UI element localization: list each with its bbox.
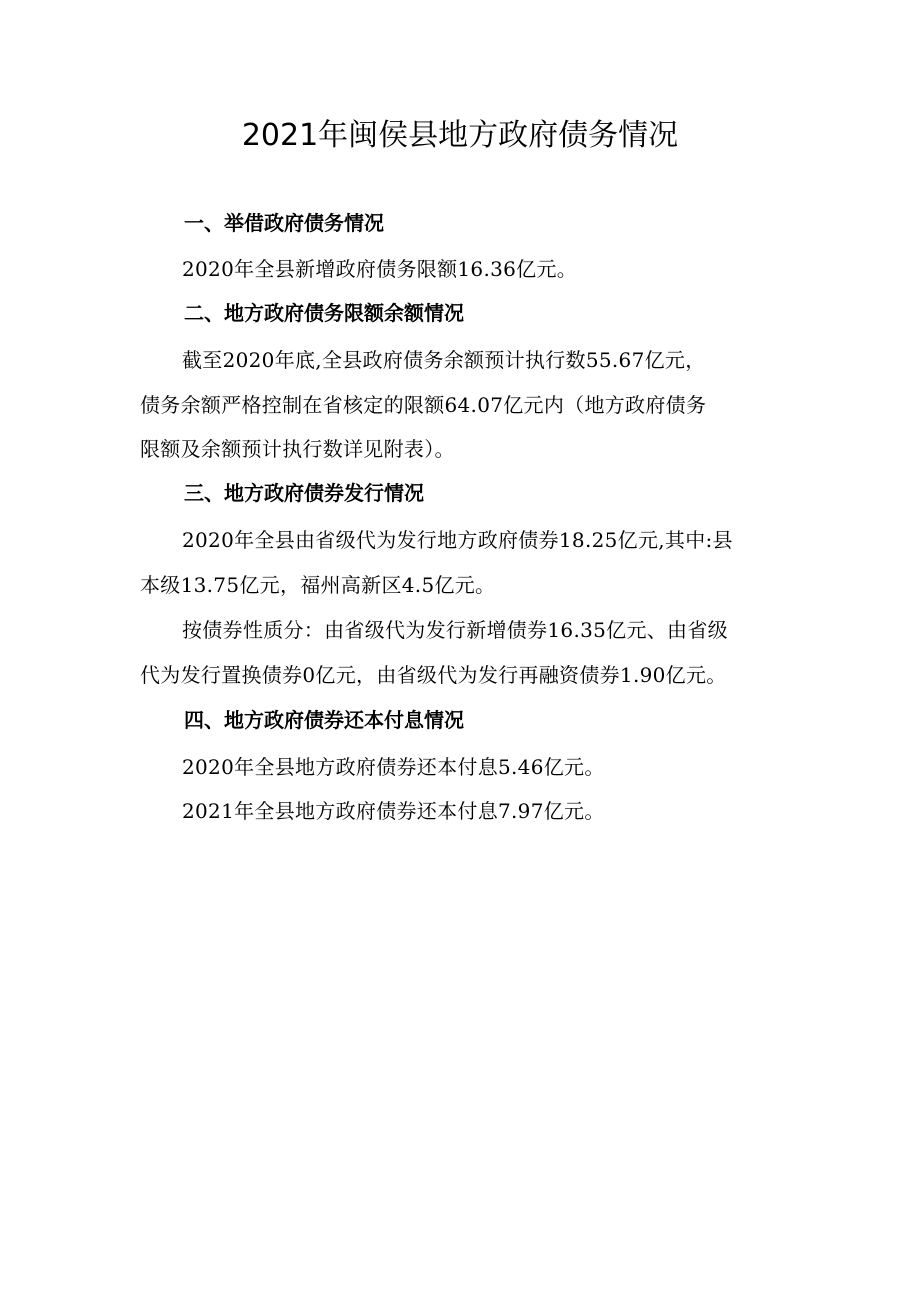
paragraph-line: 本级13.75亿元，福州高新区4.5亿元。 (140, 572, 496, 597)
paragraph-line: 债务余额严格控制在省核定的限额64.07亿元内（地方政府债务 (140, 392, 707, 417)
paragraph-line: 限额及余额预计执行数详见附表）。 (140, 437, 455, 461)
section-4-paragraph-2 (140, 789, 820, 834)
paragraph-line: 2020年全县地方政府债券还本付息5.46亿元。 (182, 755, 605, 779)
paragraph-line: 2020年全县新增政府债务限额16.36亿元。 (182, 257, 578, 281)
section-heading-1: 一、举借政府债务情况 (184, 211, 384, 235)
section-1-paragraph-1 (140, 247, 820, 292)
paragraph-line: 代为发行置换债券0亿元，由省级代为发行再融资债券1.90亿元。 (140, 662, 727, 687)
paragraph-line: 截至2020年底,全县政府债务余额预计执行数55.67亿元， (182, 348, 706, 372)
section-3-paragraph-2 (140, 608, 820, 697)
paragraph-line: 2021年全县地方政府债券还本付息7.97亿元。 (182, 799, 605, 823)
section-heading-2: 二、地方政府债务限额余额情况 (184, 301, 464, 325)
paragraph-line: 按债券性质分：由省级代为发行新增债券16.35亿元、由省级 (182, 618, 728, 642)
section-2-paragraph-1 (140, 338, 820, 472)
document-title: 2021年闽侯县地方政府债务情况 (241, 118, 679, 153)
section-4-paragraph-1 (140, 745, 820, 790)
section-3-paragraph-1 (140, 518, 820, 607)
section-heading-4: 四、地方政府债券还本付息情况 (184, 708, 464, 732)
paragraph-line: 2020年全县由省级代为发行地方政府债券18.25亿元,其中:县 (182, 528, 733, 552)
section-heading-3: 三、地方政府债券发行情况 (184, 481, 424, 505)
